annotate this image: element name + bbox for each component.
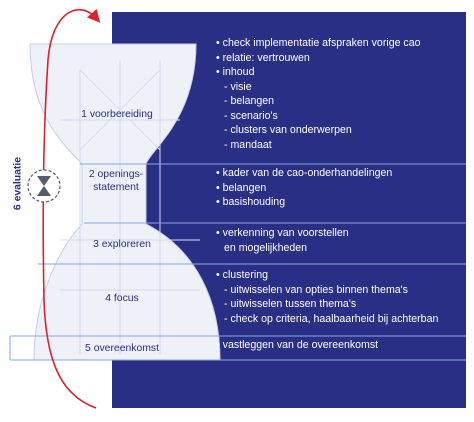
stage-3-items: [216, 226, 349, 255]
list-item: - scenario's: [224, 109, 278, 122]
list-item: - clusters van onderwerpen: [224, 124, 352, 136]
stage-4-items: [216, 268, 438, 326]
stage-label-exploreren: 3 exploreren: [93, 239, 151, 250]
evaluation-label: 6 evaluatie: [12, 156, 24, 211]
list-item: - uitwisselen tussen thema's: [224, 298, 357, 310]
list-item: • basishouding: [216, 196, 286, 208]
list-item: - check op criteria, haalbaarheid bij achterban: [224, 312, 439, 325]
list-item: en mogelijkheden: [224, 241, 308, 254]
list-item: • verkenning van voorstellen: [216, 227, 349, 239]
stage-label-overeenkomst: 5 overeenkomst: [85, 343, 159, 354]
list-item: • check implementatie afspraken vorige cao: [216, 37, 421, 49]
list-item: - mandaat: [224, 138, 272, 151]
list-item: • belangen: [216, 181, 267, 194]
stage-2-items: [216, 166, 392, 210]
stage-label-openingsstatement: 2 openings- statement: [88, 169, 144, 193]
list-item: • vastleggen van de overeenkomst: [216, 339, 379, 351]
stage-label-focus: 4 focus: [105, 293, 139, 304]
list-item: • kader van de cao-onderhandelingen: [216, 167, 393, 179]
list-item: - visie: [224, 80, 252, 93]
stage-1-items: [216, 36, 421, 152]
list-item: • clustering: [216, 269, 268, 281]
list-item: - uitwisselen van opties binnen thema's: [224, 283, 408, 296]
stage-label-voorbereiding: 1 voorbereiding: [81, 109, 153, 120]
list-item: - belangen: [224, 95, 275, 107]
list-item: • relatie: vertrouwen: [216, 51, 310, 64]
hourglass-icon: [28, 170, 60, 202]
stage-5-items: [216, 338, 378, 353]
list-item: • inhoud: [216, 66, 255, 78]
